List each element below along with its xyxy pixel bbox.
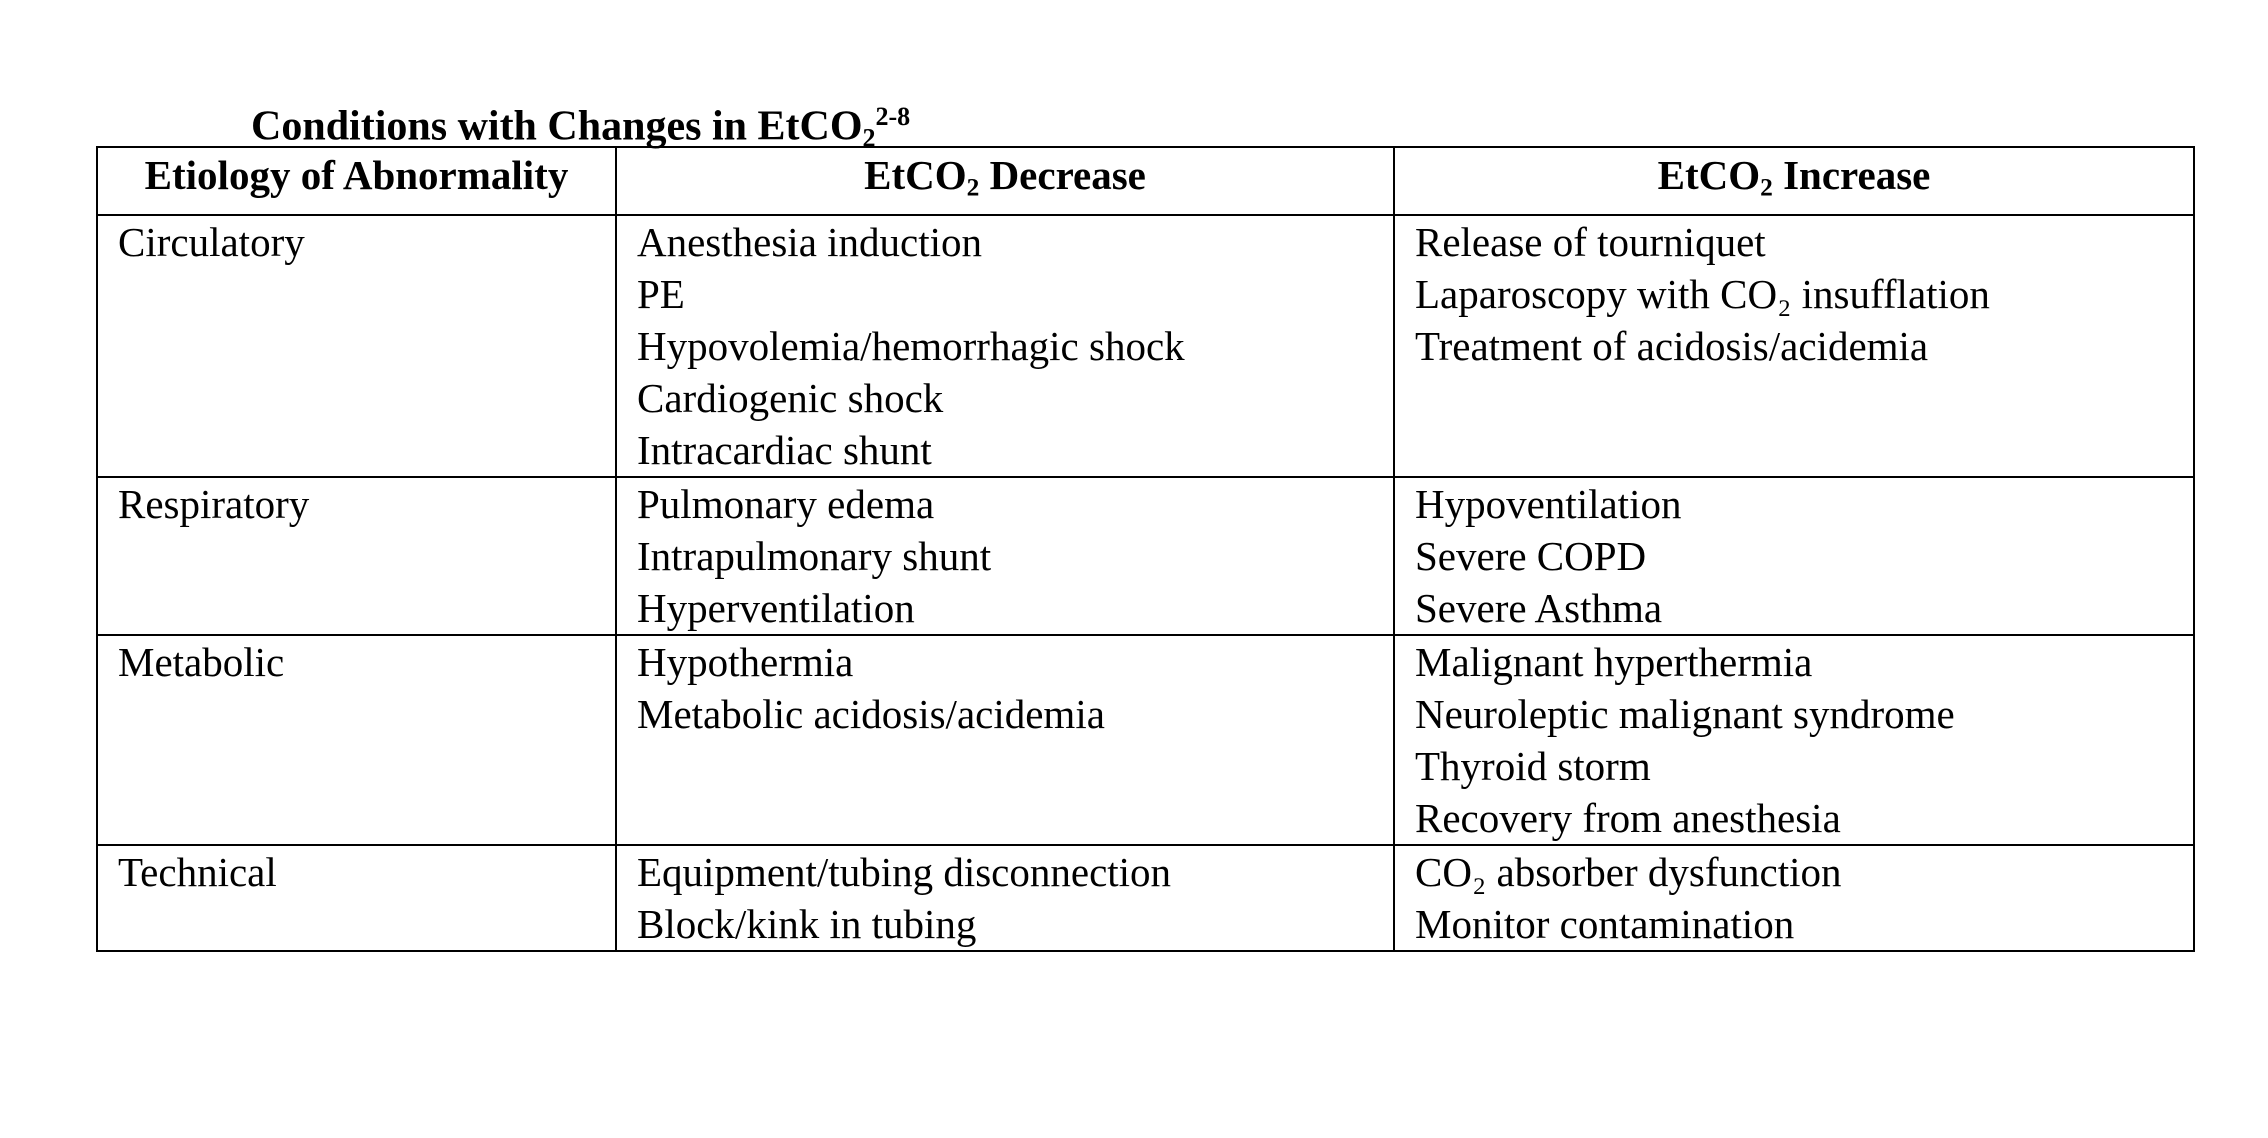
increase-condition-item: Monitor contamination xyxy=(1415,901,1795,948)
category-cell: Technical xyxy=(97,845,616,951)
increase-condition-item: Severe Asthma xyxy=(1415,585,1663,632)
decrease-cell xyxy=(616,477,1394,635)
increase-condition-item: Neuroleptic malignant syndrome xyxy=(1415,691,1955,738)
increase-condition-item: Malignant hyperthermia xyxy=(1415,639,1813,686)
increase-cell xyxy=(1394,477,2194,635)
header-decrease xyxy=(616,147,1394,215)
table-row xyxy=(97,635,2194,845)
decrease-condition-item: Pulmonary edema xyxy=(637,481,935,528)
table-body xyxy=(97,215,2194,951)
header-increase-prefix: EtCO xyxy=(1657,152,1761,198)
header-decrease-sub: 2 xyxy=(966,173,980,202)
increase-condition-item: Laparoscopy with CO₂ insufflation xyxy=(1415,271,1990,318)
increase-cell xyxy=(1394,215,2194,477)
decrease-condition-item: Metabolic acidosis/acidemia xyxy=(637,691,1105,738)
increase-condition-item: Release of tourniquet xyxy=(1415,219,1766,266)
header-increase xyxy=(1394,147,2194,215)
decrease-condition-item: Intracardiac shunt xyxy=(637,427,932,474)
decrease-condition-item: PE xyxy=(637,271,685,318)
decrease-condition-item: Equipment/tubing disconnection xyxy=(637,849,1172,896)
increase-condition-item: Thyroid storm xyxy=(1415,743,1651,790)
decrease-condition-item: Intrapulmonary shunt xyxy=(637,533,992,580)
increase-condition-item: Hypoventilation xyxy=(1415,481,1682,528)
header-decrease-suffix: Decrease xyxy=(979,152,1146,198)
increase-condition-item: Recovery from anesthesia xyxy=(1415,795,1841,842)
header-decrease-prefix: EtCO xyxy=(864,152,967,198)
table-title-subscript: 2 xyxy=(862,123,876,153)
decrease-condition-item: Hyperventilation xyxy=(637,585,915,632)
table-row xyxy=(97,215,2194,477)
category-cell: Respiratory xyxy=(97,477,616,635)
category-cell: Metabolic xyxy=(97,635,616,845)
decrease-condition-item: Block/kink in tubing xyxy=(637,901,977,948)
decrease-condition-item: Anesthesia induction xyxy=(637,219,983,266)
header-increase-suffix: Increase xyxy=(1772,152,1931,198)
table-title-citation: 2-8 xyxy=(875,102,911,131)
decrease-cell xyxy=(616,635,1394,845)
decrease-cell xyxy=(616,845,1394,951)
header-increase-sub: 2 xyxy=(1760,173,1773,202)
increase-condition-item: Treatment of acidosis/acidemia xyxy=(1415,323,1929,370)
increase-condition-item: CO₂ absorber dysfunction xyxy=(1415,849,1842,896)
decrease-cell xyxy=(616,215,1394,477)
table-row xyxy=(97,477,2194,635)
etco2-conditions-table xyxy=(96,146,2195,952)
decrease-condition-item: Hypovolemia/hemorrhagic shock xyxy=(637,323,1185,370)
table-title-text: Conditions with Changes in EtCO xyxy=(251,103,863,150)
increase-cell xyxy=(1394,845,2194,951)
increase-condition-item: Severe COPD xyxy=(1415,533,1647,580)
header-etiology: Etiology of Abnormality xyxy=(97,147,616,215)
category-cell: Circulatory xyxy=(97,215,616,477)
table-row xyxy=(97,845,2194,951)
increase-cell xyxy=(1394,635,2194,845)
decrease-condition-item: Cardiogenic shock xyxy=(637,375,944,422)
table-header-row xyxy=(97,147,2194,215)
decrease-condition-item: Hypothermia xyxy=(637,639,854,686)
